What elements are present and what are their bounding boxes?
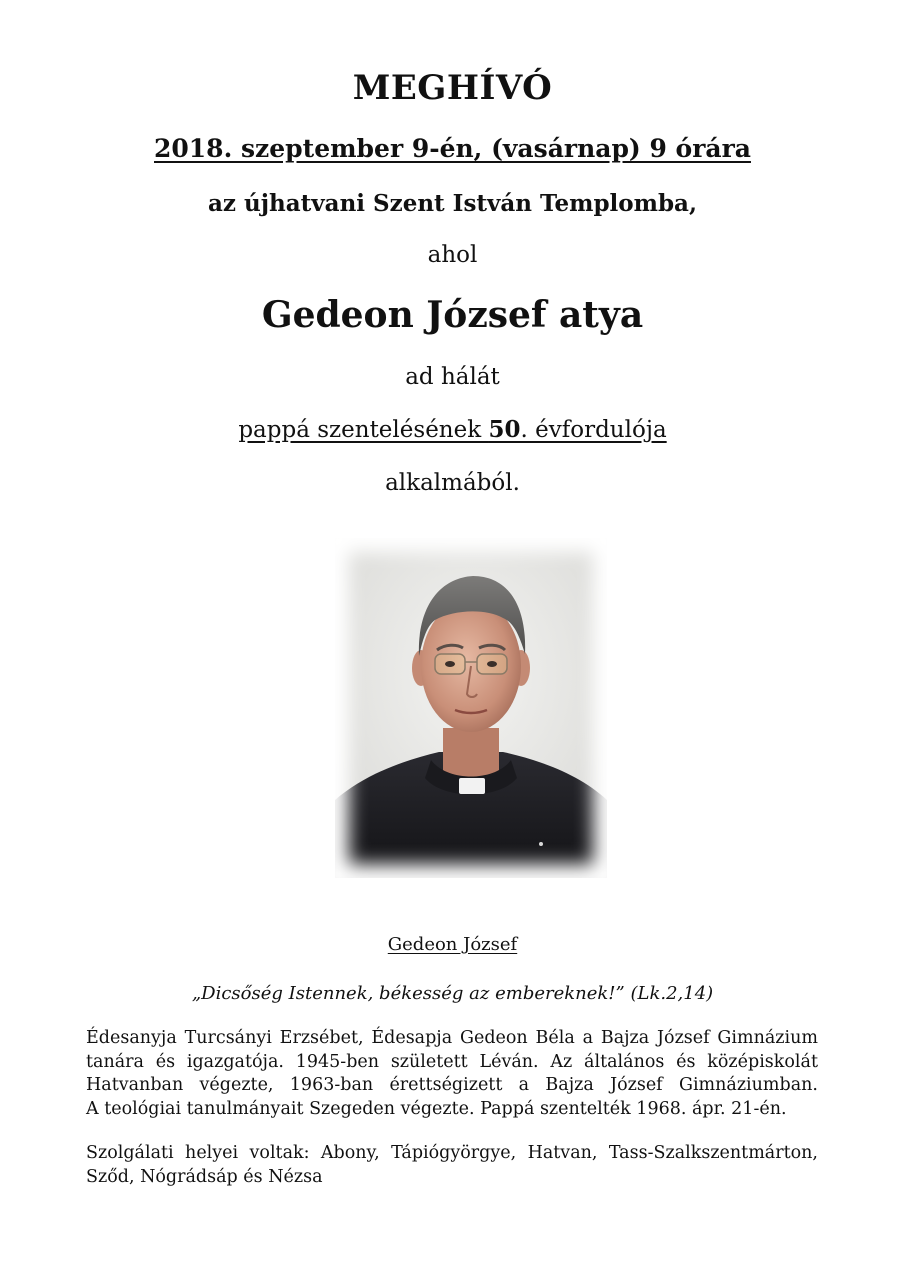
portrait-photo (335, 538, 607, 878)
anniversary-line (0, 416, 905, 443)
photo-caption: Gedeon József (387, 934, 518, 955)
anniversary-suffix: . évfordulója (520, 417, 667, 443)
biography-line: Édesanyja Turcsányi Erzsébet, Édesapja Gedeon Béla a Bajza József Gimnázium (86, 1028, 818, 1048)
service-line: Sződ, Nógrádsáp és Nézsa (86, 1166, 323, 1187)
occasion-line: alkalmából. (385, 470, 520, 496)
bible-quote: „Dicsőség Istennek, békesség az embereknek!” (Lk.2,14) (191, 983, 714, 1004)
event-date: 2018. szeptember 9-én, (vasárnap) 9 órára (154, 134, 751, 163)
anniversary-prefix: pappá szentelésének (238, 417, 489, 443)
priest-name: Gedeon József atya (261, 294, 644, 336)
biography-line: tanára és igazgatója. 1945-ben született Léván. Az általános és középiskolát (86, 1051, 818, 1072)
invitation-title: MEGHÍVÓ (352, 68, 553, 108)
where-word: ahol (427, 242, 478, 268)
portrait-illustration (335, 538, 607, 878)
thanks-line: ad hálát (405, 364, 500, 390)
biography-line: A teológiai tanulmányait Szegeden végezte. Pappá szentelték 1968. ápr. 21-én. (86, 1098, 787, 1119)
biography-paragraph (86, 1027, 818, 1121)
service-line: Szolgálati helyei voltak: Abony, Tápiógyörgye, Hatvan, Tass-Szalkszentmárton, (86, 1143, 818, 1163)
event-place: az újhatvani Szent István Templomba, (208, 190, 697, 217)
anniversary-number: 50 (488, 416, 521, 443)
biography-line: Hatvanban végezte, 1963-ban érettségizett a Bajza József Gimnáziumban. (86, 1075, 818, 1095)
service-places-paragraph (86, 1142, 818, 1189)
